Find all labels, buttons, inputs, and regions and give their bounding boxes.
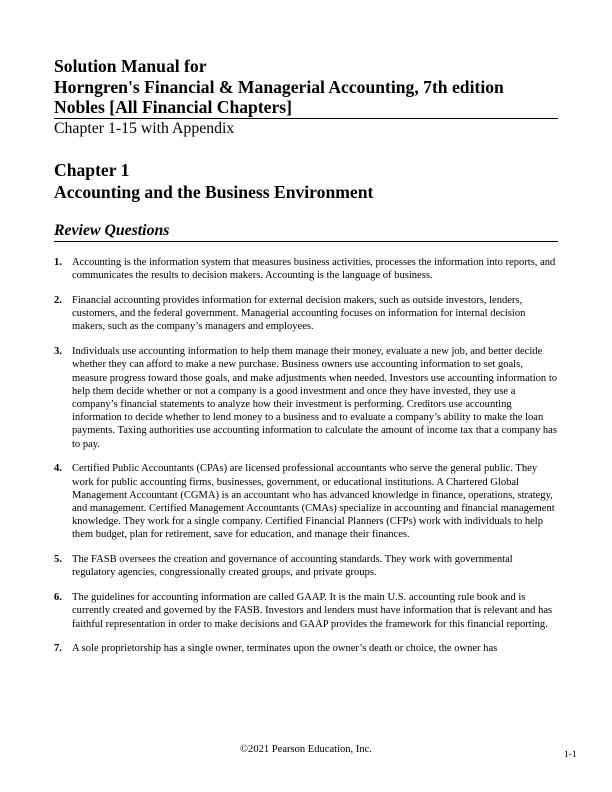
- question-text: A sole proprietorship has a single owner, terminates upon the owner’s death or choice, the owner has: [72, 643, 498, 655]
- question-text: Certified Public Accountants (CPAs) are licensed professional accountants who serve the general public. They work for public accounting firms, businesses, government, or educational institutions. A Chartered Global Management Accountant (CGMA) is an accountant who has advanced knowledge in finance, operations, strategy, and management. Certified Management Accountants (CMAs) specialize in accounting and financial management knowledge. They work for a single company. Certified Financial Planners (CFPs) work with individuals to help them budget, plan for retirement, save for education, and manage their finances.: [72, 463, 555, 541]
- question-number: 5.: [54, 554, 62, 566]
- list-item: [54, 642, 558, 655]
- section-heading: Review Questions: [54, 222, 170, 239]
- question-number: 7.: [54, 643, 62, 655]
- title-line-2: Horngren's Financial & Managerial Accounting, 7th edition: [54, 76, 504, 97]
- list-item: [54, 294, 558, 334]
- question-text: Individuals use accounting information to help them manage their money, evaluate a new job, and better decide whether they can afford to make a new purchase. Business owners use accounting information to set goals, measure progress toward those goals, and make adjustments when needed. Investors use accounting information to help them decide whether or not a company is a good investment and once they have invested, they use a company’s financial statements to analyze how their investment is performing. Creditors use accounting information to decide whether to lend money to a business and to evaluate a company’s ability to make the loan payments. Taxing authorities use accounting information to calculate the amount of income tax that a company has to pay.: [72, 346, 558, 450]
- list-item: [54, 591, 558, 631]
- question-text: Accounting is the information system that measures business activities, processes the information into reports, and communicates the results to decision makers. Accounting is the language of business.: [72, 257, 556, 282]
- question-number: 4.: [54, 463, 62, 475]
- subtitle: Chapter 1-15 with Appendix: [54, 119, 235, 137]
- chapter-title: Accounting and the Business Environment: [54, 181, 374, 202]
- question-text: The guidelines for accounting information are called GAAP. It is the main U.S. accounting rule book and is currently created and governed by the FASB. Investors and lenders must have information that is relevant and has faithful representation in order to make decisions and GAAP provides the framework for this financial reporting.: [72, 592, 553, 630]
- list-item: [54, 256, 558, 282]
- list-item: [54, 345, 558, 451]
- list-item: [54, 553, 558, 579]
- title-block: [54, 56, 558, 138]
- question-number: 2.: [54, 295, 62, 306]
- section-heading-block: [54, 222, 558, 242]
- question-text: The FASB oversees the creation and governance of accounting standards. They work with governmental regulatory agencies, congressionally created groups, and private groups.: [72, 554, 513, 579]
- copyright-footer: ©2021 Pearson Education, Inc.: [240, 744, 372, 755]
- section-divider: [54, 241, 558, 242]
- title-line-3: Nobles [All Financial Chapters]: [54, 97, 293, 117]
- question-number: 6.: [54, 592, 62, 604]
- chapter-heading: [54, 160, 558, 203]
- question-list: [54, 256, 558, 667]
- question-text: Financial accounting provides information for external decision makers, such as outside investors, lenders, customers, and the federal government. Managerial accounting focuses on information for internal decision makers, such as the company’s managers and employees.: [72, 295, 526, 333]
- page-number: 1-1: [564, 750, 577, 760]
- question-number: 1.: [54, 257, 62, 268]
- question-number: 3.: [54, 346, 62, 358]
- chapter-number: Chapter 1: [54, 160, 130, 180]
- list-item: [54, 462, 558, 541]
- title-line-1: Solution Manual for: [54, 56, 207, 76]
